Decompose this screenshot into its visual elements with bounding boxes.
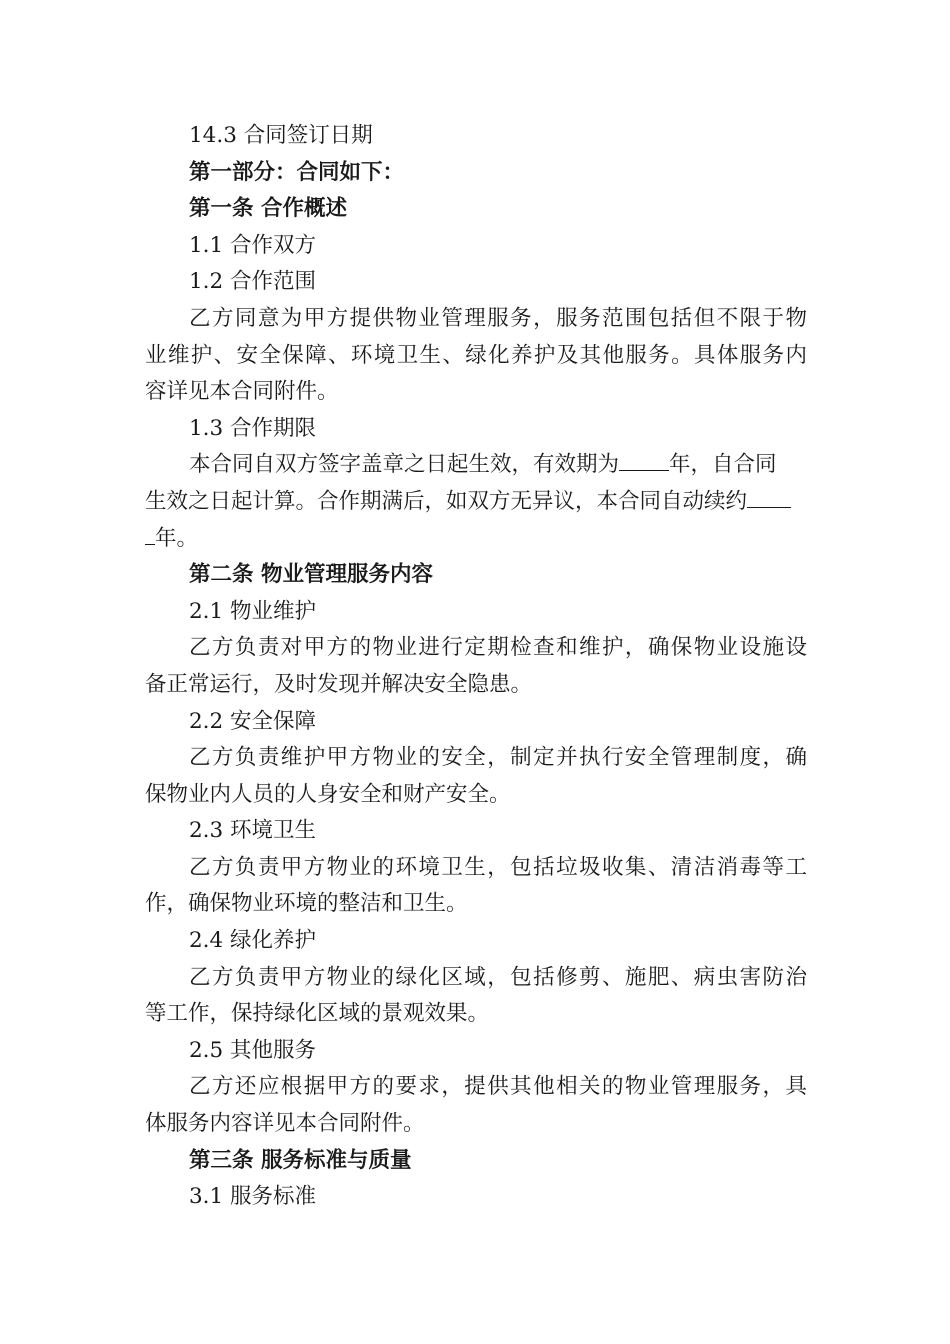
paragraph-line: 乙方还应根据甲方的要求，提供其他相关的物业管理服务，具 <box>189 1074 807 1100</box>
text-segment: 本合同自双方签字盖章之日起生效，有效期为 <box>189 452 620 478</box>
clause-1-2: 1.2 合作范围 <box>189 269 317 295</box>
paragraph-line <box>145 447 807 484</box>
contract-page <box>145 118 807 1216</box>
paragraph-line: 体服务内容详见本合同附件。 <box>145 1111 425 1137</box>
clause-2-1: 2.1 物业维护 <box>189 598 317 624</box>
clause-2-4: 2.4 绿化养护 <box>189 928 317 954</box>
paragraph-line: 容详见本合同附件。 <box>145 379 339 405</box>
clause-2-2: 2.2 安全保障 <box>189 708 317 734</box>
clause-1-1: 1.1 合作双方 <box>189 232 317 258</box>
paragraph-line <box>145 521 807 558</box>
text-segment: 生效之日起计算。合作期满后，如双方无异议，本合同自动续约 <box>145 488 748 514</box>
clause-2-5: 2.5 其他服务 <box>189 1037 317 1063</box>
paragraph-line: 作，确保物业环境的整洁和卫生。 <box>145 891 468 917</box>
paragraph-line: 乙方同意为甲方提供物业管理服务，服务范围包括但不限于物 <box>189 305 807 331</box>
text-segment: 年。 <box>155 525 199 551</box>
paragraph-line: 等工作，保持绿化区域的景观效果。 <box>145 1001 490 1027</box>
part-one-heading: 第一部分：合同如下： <box>189 159 405 185</box>
paragraph-line: 乙方负责对甲方的物业进行定期检查和维护，确保物业设施设 <box>189 635 807 661</box>
paragraph-line: 乙方负责甲方物业的环境卫生，包括垃圾收集、清洁消毒等工 <box>189 854 807 880</box>
paragraph-line <box>145 484 807 521</box>
paragraph-line: 乙方负责维护甲方物业的安全，制定并执行安全管理制度，确 <box>189 745 807 771</box>
paragraph-line: 保物业内人员的人身安全和财产安全。 <box>145 781 511 807</box>
clause-1-3: 1.3 合作期限 <box>189 415 317 441</box>
clause-2-3: 2.3 环境卫生 <box>189 818 317 844</box>
article-3-heading: 第三条 服务标准与质量 <box>189 1147 412 1173</box>
section-date-line: 14.3 合同签订日期 <box>189 123 373 148</box>
fill-blank <box>145 522 155 545</box>
paragraph-line: 乙方负责甲方物业的绿化区域，包括修剪、施肥、病虫害防治 <box>189 964 807 990</box>
clause-3-1: 3.1 服务标准 <box>189 1184 317 1210</box>
paragraph-line: 备正常运行，及时发现并解决安全隐患。 <box>145 671 533 697</box>
fill-blank <box>747 485 791 508</box>
paragraph-line: 业维护、安全保障、环境卫生、绿化养护及其他服务。具体服务内 <box>145 342 807 368</box>
fill-blank <box>619 448 669 471</box>
text-segment: 年，自合同 <box>669 452 777 478</box>
article-2-heading: 第二条 物业管理服务内容 <box>189 562 433 588</box>
article-1-heading: 第一条 合作概述 <box>189 196 347 222</box>
